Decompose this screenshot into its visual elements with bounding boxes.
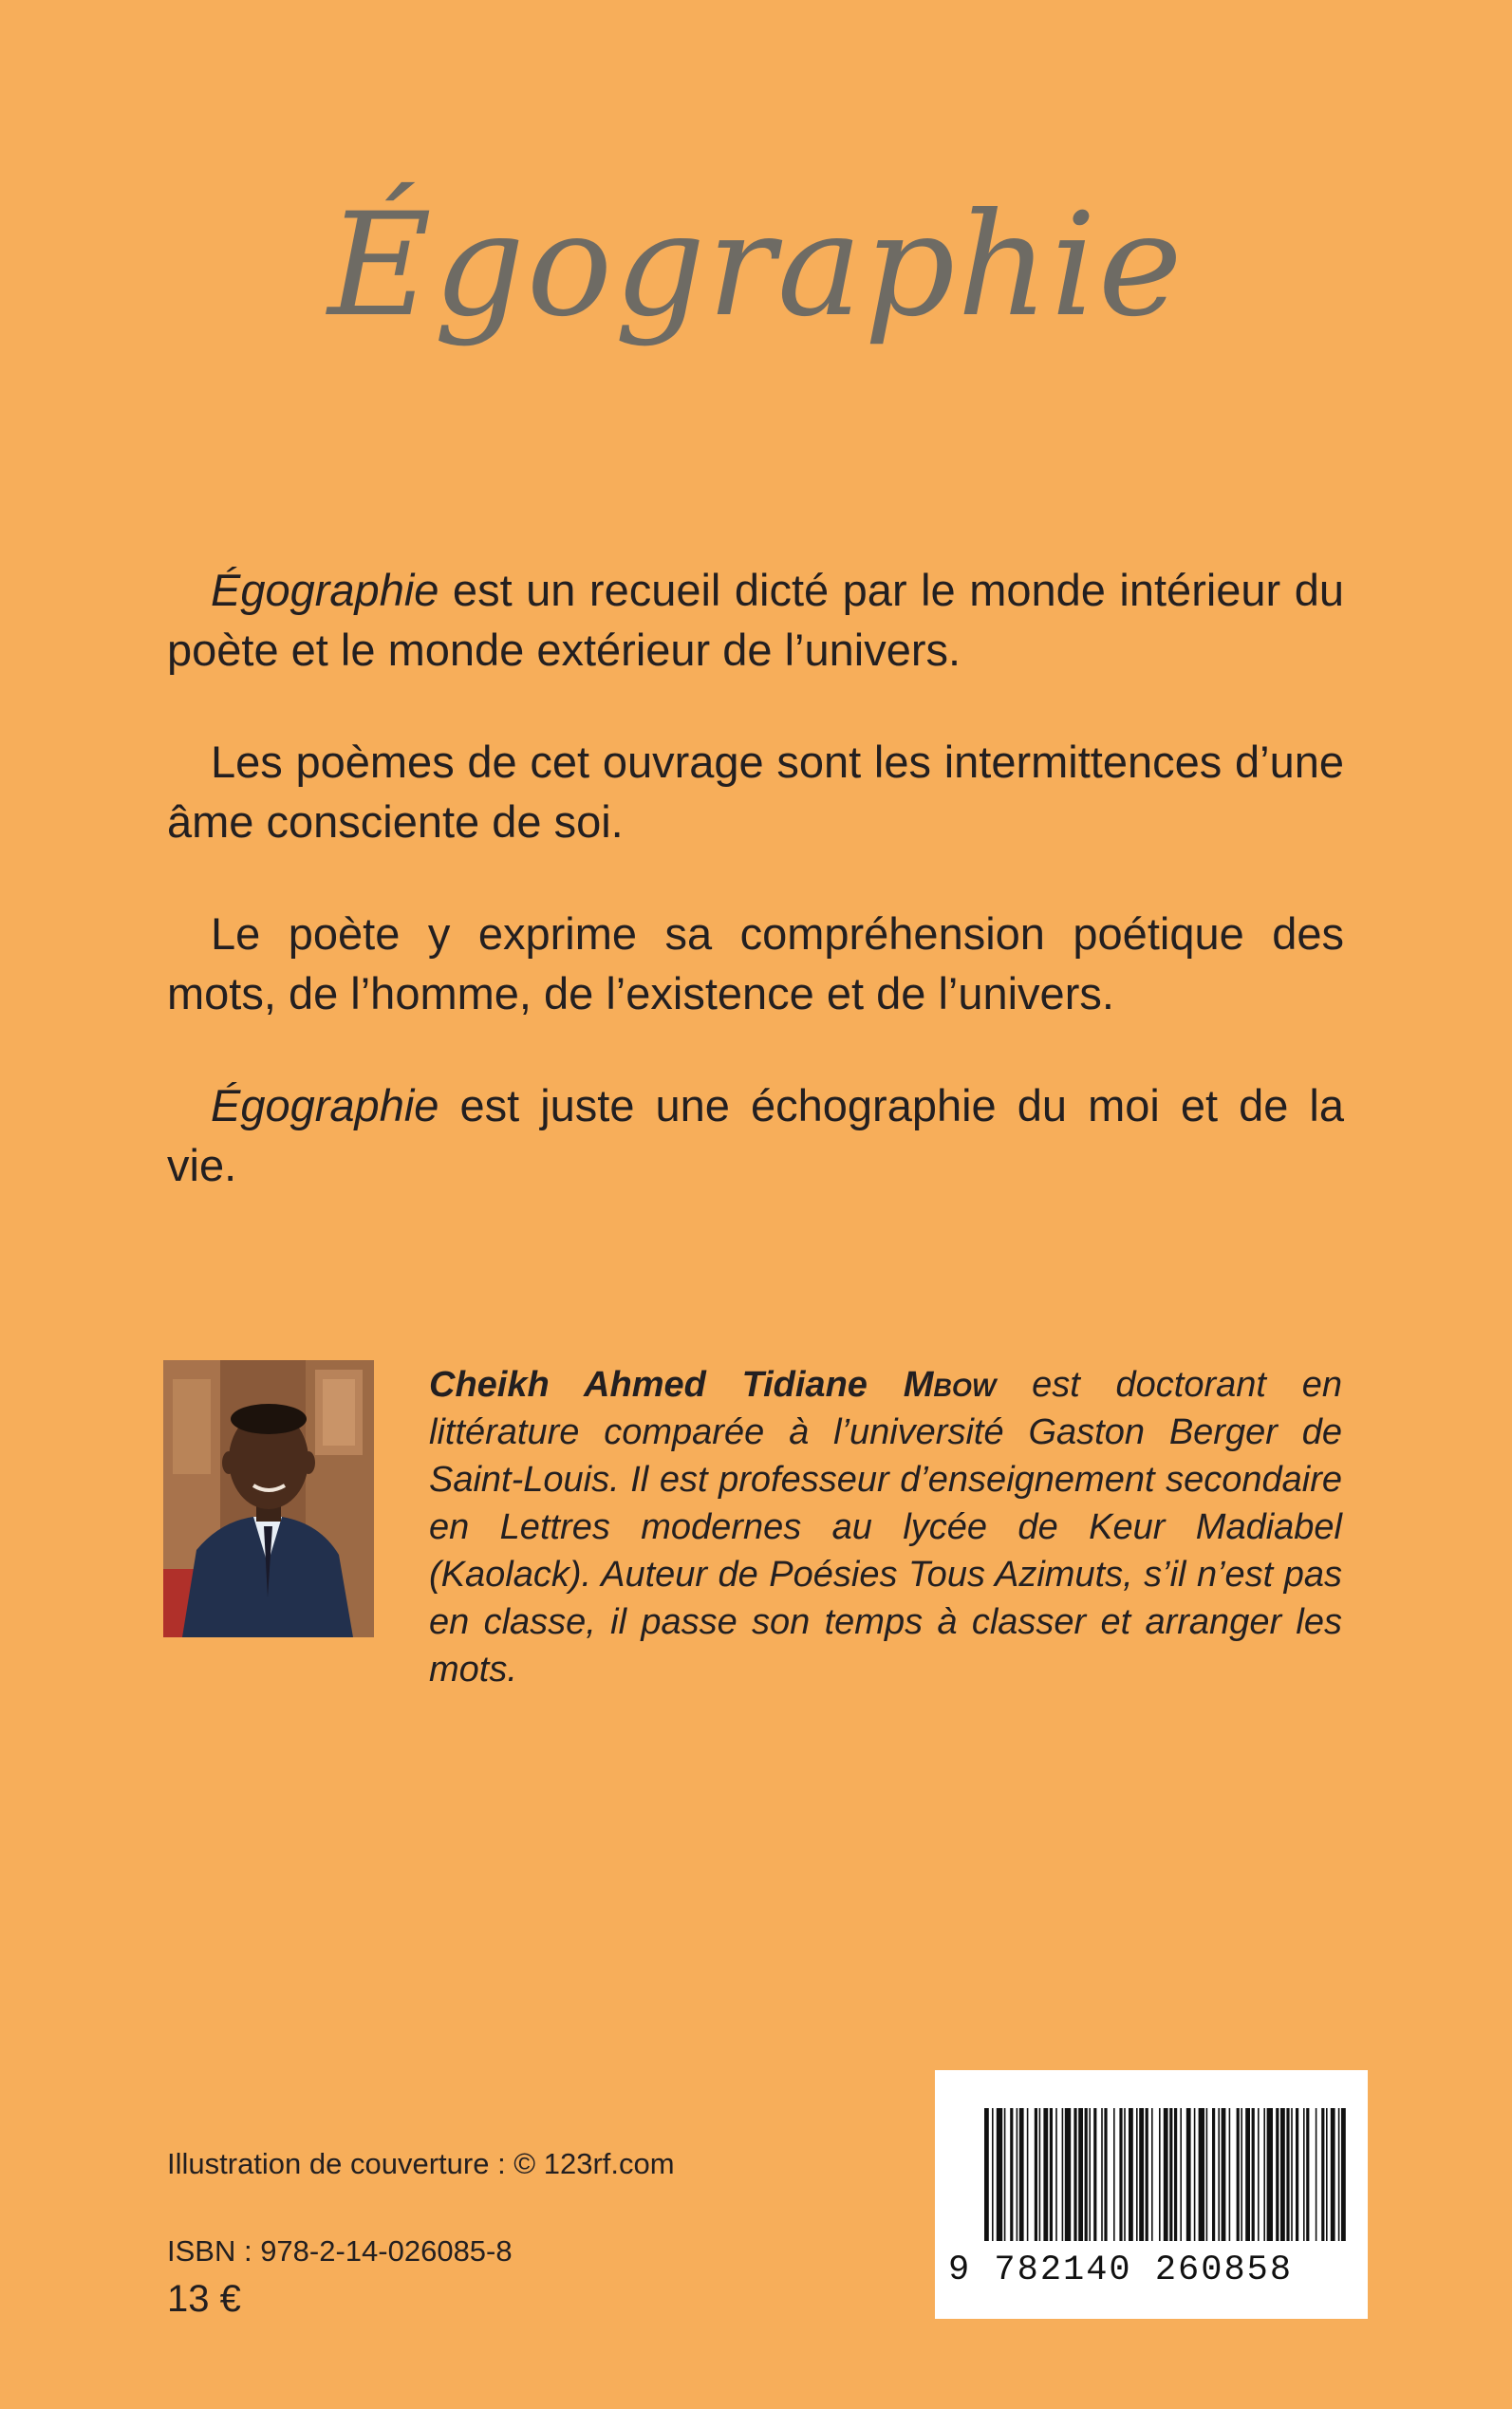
barcode-bar [997, 2108, 1002, 2241]
barcode-bar [1139, 2108, 1144, 2241]
barcode-bar [1019, 2108, 1024, 2241]
barcode-bar [1119, 2108, 1122, 2241]
author-name: Cheikh Ahmed Tidiane Mbow [429, 1365, 997, 1405]
barcode-bar [1199, 2108, 1204, 2241]
barcode-bar [1186, 2108, 1191, 2241]
barcode-bar [1062, 2108, 1064, 2241]
isbn-number: ISBN : 978-2-14-026085-8 [167, 2234, 513, 2268]
barcode-bar [992, 2108, 994, 2241]
barcode-bar [1286, 2108, 1289, 2241]
barcode-bar [1258, 2108, 1260, 2241]
barcode-bar [1316, 2108, 1317, 2241]
barcode-bar [1136, 2108, 1138, 2241]
barcode-bar [1017, 2108, 1018, 2241]
barcode-bar [1129, 2108, 1133, 2241]
barcode-bar [1164, 2108, 1168, 2241]
barcode-bar [1050, 2108, 1053, 2241]
author-biography: Cheikh Ahmed Tidiane Mbow est doctorant en littérature comparée à l’université Gaston Berger de Saint-Louis. Il est professeur d’enseignement secondaire en Lettres modernes au lycée de Keur Madiabel (Kaolack). Auteur de Poésies Tous Azimuts, s’il n’est pas en classe, il passe son temps à classer et arranger les mots. [429, 1365, 1342, 1690]
barcode-bar [1194, 2108, 1196, 2241]
barcode-bar [1296, 2108, 1298, 2241]
back-cover-blurb [167, 560, 1344, 1247]
author-photo [163, 1360, 374, 1637]
barcode-bar [1341, 2108, 1346, 2241]
barcode-bar [1124, 2108, 1126, 2241]
barcode-bar [1326, 2108, 1328, 2241]
barcode-bar [1151, 2108, 1153, 2241]
barcode-bar [1180, 2108, 1182, 2241]
barcode-bar [1321, 2108, 1324, 2241]
barcode-bar [1113, 2108, 1115, 2241]
barcode-digits: 9 782140 260858 [948, 2250, 1294, 2290]
barcode-bar [1276, 2108, 1279, 2241]
barcode-bar [1303, 2108, 1305, 2241]
barcode-bar [1010, 2108, 1013, 2241]
barcode-bar [1331, 2108, 1335, 2241]
barcode-bar [1065, 2108, 1071, 2241]
barcode-bar [1263, 2108, 1265, 2241]
barcode-bar [1267, 2108, 1273, 2241]
barcode-bar [1027, 2108, 1029, 2241]
barcode-bar [1078, 2108, 1083, 2241]
barcode-bar [1218, 2108, 1220, 2241]
blurb-paragraph-1: Égographie est un recueil dicté par le monde intérieur du poète et le monde extérieur de l’univers. [167, 565, 1344, 675]
barcode-bar [1035, 2108, 1037, 2241]
barcode-bar [1222, 2108, 1226, 2241]
barcode-bar [1085, 2108, 1088, 2241]
barcode-bar [1241, 2108, 1242, 2241]
barcode-bar [1338, 2108, 1340, 2241]
barcode-bar [1093, 2108, 1096, 2241]
barcode-bar [1104, 2108, 1107, 2241]
barcode-bar [1101, 2108, 1103, 2241]
barcode [935, 2070, 1368, 2319]
barcode-bar [1291, 2108, 1293, 2241]
blurb-paragraph-3: Le poète y exprime sa compréhension poétique des mots, de l’homme, de l’existence et de l’univers. [167, 908, 1344, 1018]
barcode-bar [1169, 2108, 1172, 2241]
barcode-bar [1043, 2108, 1048, 2241]
barcode-bar [1159, 2108, 1161, 2241]
barcode-bar [1245, 2108, 1250, 2241]
book-price: 13 € [167, 2278, 241, 2320]
barcode-bar [1280, 2108, 1285, 2241]
barcode-bar [1174, 2108, 1177, 2241]
barcode-bar [1055, 2108, 1057, 2241]
blurb-paragraph-2: Les poèmes de cet ouvrage sont les intermittences d’une âme consciente de soi. [167, 737, 1344, 847]
barcode-bar [1039, 2108, 1041, 2241]
barcode-bar [1073, 2108, 1076, 2241]
barcode-bar [1237, 2108, 1240, 2241]
barcode-bar [1146, 2108, 1148, 2241]
barcode-bars [935, 2070, 1368, 2250]
illustration-credit: Illustration de couverture : © 123rf.com [167, 2147, 675, 2180]
barcode-bar [1252, 2108, 1255, 2241]
book-title: Égographie [327, 183, 1185, 348]
barcode-bar [1212, 2108, 1215, 2241]
barcode-bar [1306, 2108, 1309, 2241]
barcode-bar [984, 2108, 989, 2241]
barcode-bar [1206, 2108, 1208, 2241]
blurb-paragraph-4: Égographie est juste une échographie du moi et de la vie. [167, 1080, 1344, 1190]
barcode-bar [1229, 2108, 1231, 2241]
barcode-bar [1089, 2108, 1091, 2241]
barcode-bar [1004, 2108, 1006, 2241]
